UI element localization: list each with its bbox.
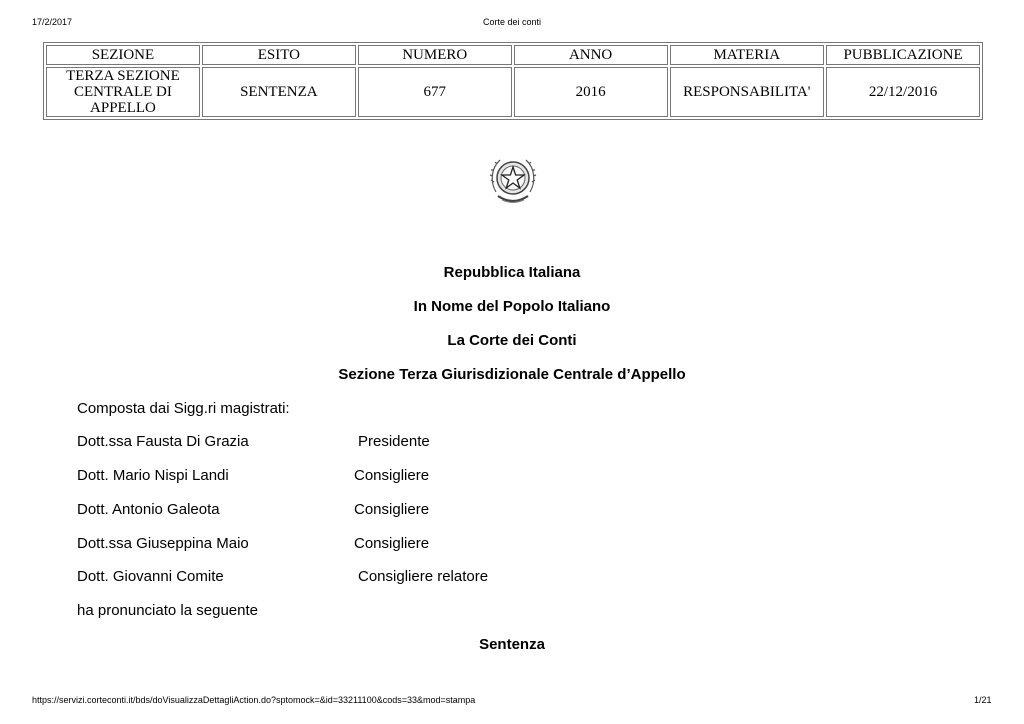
cell-materia: RESPONSABILITA' <box>670 67 825 117</box>
composition-outro: ha pronunciato la seguente <box>77 602 258 619</box>
heading-repubblica: Repubblica Italiana <box>443 264 581 281</box>
italian-republic-emblem-icon <box>488 152 538 208</box>
member-role: Consigliere relatore <box>358 568 489 585</box>
header-pubblicazione: PUBBLICAZIONE <box>826 45 980 65</box>
member-name: Dott.ssa Fausta Di Grazia <box>77 433 249 450</box>
table-header-row <box>46 45 980 65</box>
composition-intro: Composta dai Sigg.ri magistrati: <box>77 400 290 417</box>
cell-pubblicazione: 22/12/2016 <box>826 67 980 117</box>
page-title: Corte dei conti <box>482 17 542 27</box>
metadata-table <box>43 42 983 120</box>
table-row <box>46 67 980 117</box>
header-esito: ESITO <box>202 45 356 65</box>
source-url: https://servizi.corteconti.it/bds/doVisualizzaDettagliAction.do?sptomock=&id=33211100&cods=33&mod=stampa <box>32 695 476 705</box>
member-name: Dott. Giovanni Comite <box>77 568 224 585</box>
member-role: Consigliere <box>354 467 430 484</box>
cell-numero: 677 <box>358 67 512 117</box>
heading-corte: La Corte dei Conti <box>447 332 577 349</box>
header-sezione: SEZIONE <box>46 45 200 65</box>
member-role: Presidente <box>358 433 430 450</box>
header-anno: ANNO <box>514 45 668 65</box>
cell-anno: 2016 <box>514 67 668 117</box>
print-date: 17/2/2017 <box>32 17 73 27</box>
member-role: Consigliere <box>354 501 430 518</box>
heading-nome-popolo: In Nome del Popolo Italiano <box>413 298 611 315</box>
page-number: 1/21 <box>974 695 992 705</box>
sentenza-title: Sentenza <box>479 636 545 653</box>
member-role: Consigliere <box>354 535 430 552</box>
header-materia: MATERIA <box>670 45 825 65</box>
member-name: Dott.ssa Giuseppina Maio <box>77 535 249 552</box>
heading-sezione: Sezione Terza Giurisdizionale Centrale d’Appello <box>338 366 686 383</box>
cell-esito: SENTENZA <box>202 67 356 117</box>
member-name: Dott. Antonio Galeota <box>77 501 220 518</box>
header-numero: NUMERO <box>358 45 512 65</box>
cell-sezione: TERZA SEZIONE CENTRALE DI APPELLO <box>46 67 200 117</box>
member-name: Dott. Mario Nispi Landi <box>77 467 229 484</box>
